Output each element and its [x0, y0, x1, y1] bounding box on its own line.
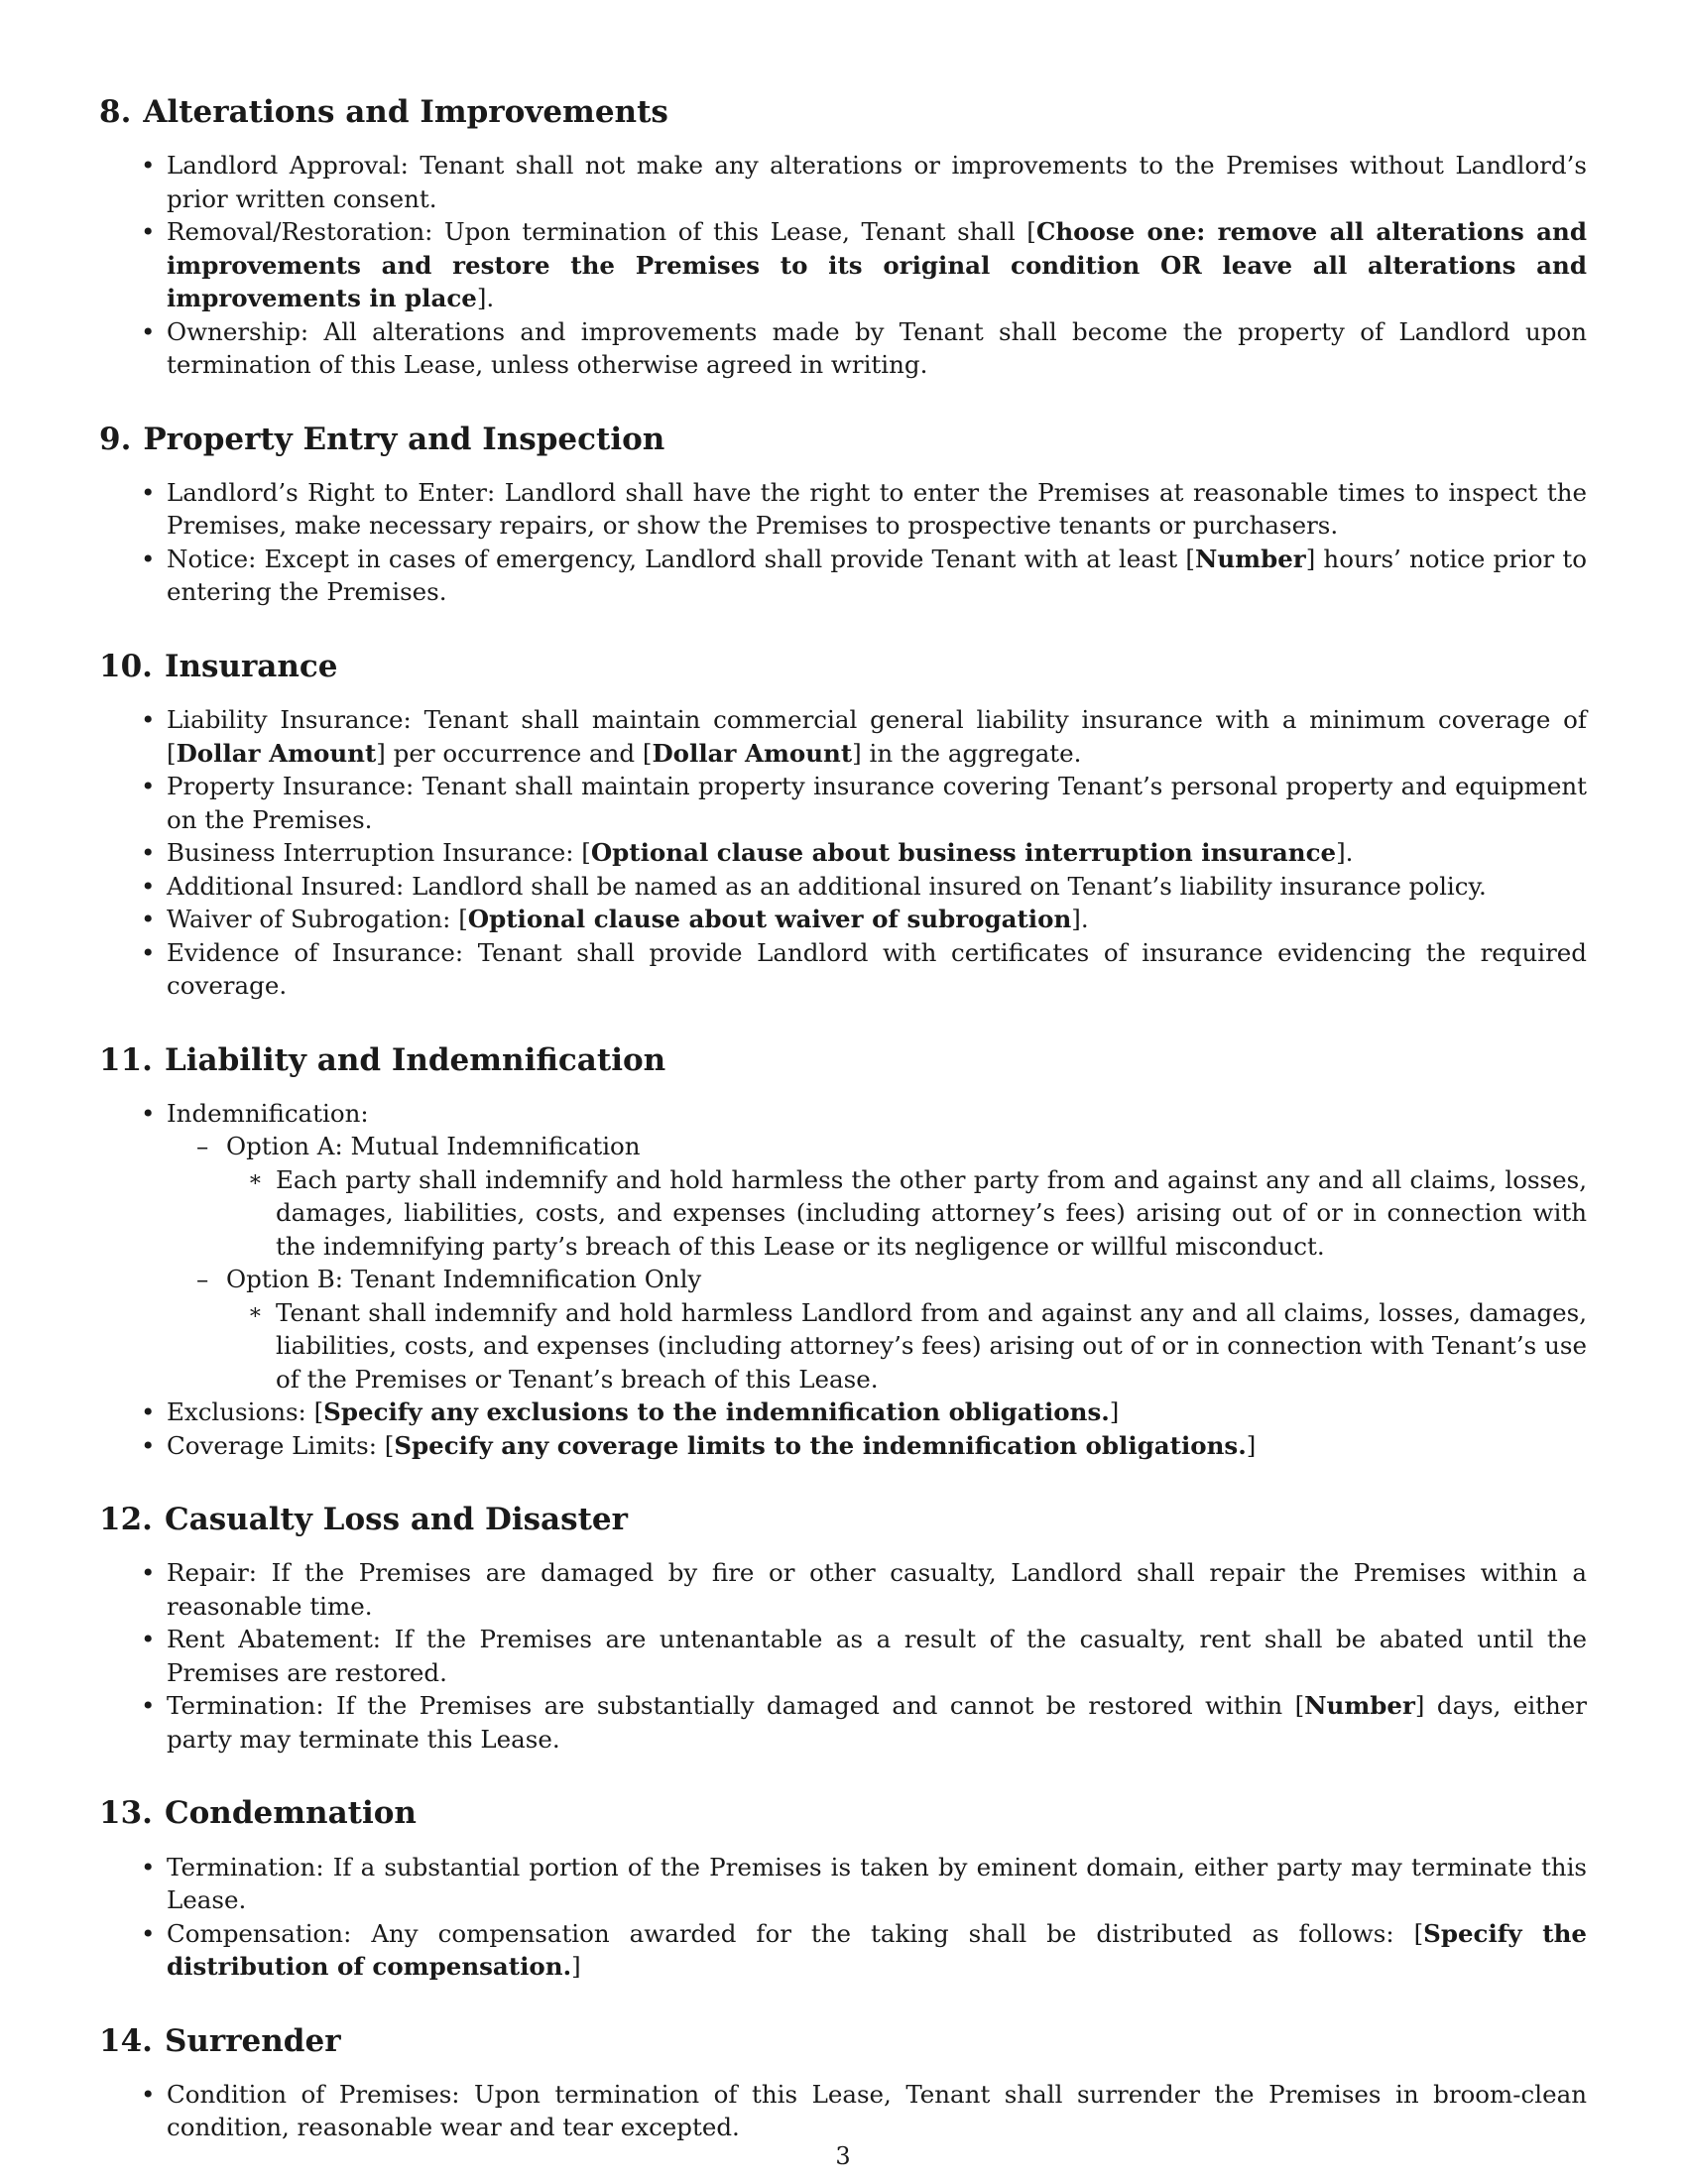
body-text: ].: [1071, 905, 1089, 934]
bullet-list: [99, 1851, 1587, 1984]
body-text: Option A: Mutual Indemnification: [226, 1132, 641, 1161]
sub-list: [167, 1130, 1587, 1395]
body-text: 10.: [99, 648, 153, 684]
section-casualty: [99, 1502, 1587, 1756]
body-text: Option B: Tenant Indemnification Only: [226, 1265, 702, 1294]
section-heading: [99, 422, 1587, 458]
body-text: ].: [1336, 838, 1354, 868]
list-item: [99, 1623, 1587, 1689]
body-text: Evidence of Insurance: Tenant shall provide Landlord with certificates of insurance evidencing the required coverage.: [167, 937, 1587, 1001]
section-condemnation: [99, 1795, 1587, 1983]
section-insurance: [99, 649, 1587, 1003]
body-text: ] hours’ notice prior to entering the Premises.: [167, 544, 1587, 607]
body-text: Business Interruption Insurance: [: [167, 838, 591, 868]
sub-sub-list-item: [226, 1163, 1587, 1264]
list-item: [99, 936, 1587, 1003]
section-heading: [99, 1502, 1587, 1538]
placeholder-text: Number: [1194, 544, 1306, 573]
body-text: Additional Insured: Landlord shall be named as an additional insured on Tenant’s liability insurance policy.: [167, 871, 1487, 901]
body-text: 14.: [99, 2022, 153, 2059]
section-liability: [99, 1042, 1587, 1463]
list-item: [99, 1395, 1587, 1429]
sub-list-item: [167, 1130, 1587, 1263]
body-text: Ownership: All alterations and improvements made by Tenant shall become the property of Landlord upon termination of this Lease, unless otherwise agreed in writing.: [167, 316, 1587, 380]
sub-sub-list: [226, 1296, 1587, 1396]
body-text: 12.: [99, 1502, 153, 1538]
placeholder-text: Specify the distribution of compensation.: [167, 1918, 1587, 1982]
body-text: Liability and Indemnification: [164, 1041, 666, 1078]
placeholder-text: Dollar Amount: [176, 738, 377, 768]
section-heading: [99, 649, 1587, 685]
section-heading: [99, 94, 1587, 131]
body-text: ]: [1246, 1430, 1257, 1460]
placeholder-text: Optional clause about waiver of subrogation: [467, 905, 1072, 934]
placeholder-text: Optional clause about business interruption insurance: [590, 838, 1337, 868]
list-item: [99, 1556, 1587, 1623]
body-text: 8.: [99, 94, 132, 130]
bullet-list: [99, 149, 1587, 382]
list-item: [99, 770, 1587, 836]
bullet-list: [99, 1556, 1587, 1756]
bullet-list: [99, 476, 1587, 609]
body-text: Insurance: [164, 648, 338, 684]
body-text: Compensation: Any compensation awarded for the taking shall be distributed as follows: [: [167, 1918, 1424, 1948]
list-item: [99, 836, 1587, 870]
body-text: Repair: If the Premises are damaged by fire or other casualty, Landlord shall repair the Premises within a reasonable time.: [167, 1558, 1587, 1621]
body-text: ] in the aggregate.: [852, 738, 1082, 768]
sub-sub-list-item: [226, 1296, 1587, 1396]
bullet-list: [99, 2078, 1587, 2144]
body-text: Removal/Restoration: Upon termination of this Lease, Tenant shall [: [167, 217, 1036, 247]
section-heading: [99, 2023, 1587, 2060]
body-text: Rent Abatement: If the Premises are untenantable as a result of the casualty, rent shall be abated until the Premises are restored.: [167, 1625, 1587, 1687]
section-alterations: [99, 94, 1587, 382]
placeholder-text: Specify any coverage limits to the indemnification obligations.: [394, 1430, 1247, 1460]
body-text: Termination: If a substantial portion of the Premises is taken by eminent domain, either party may terminate this Lease.: [167, 1852, 1587, 1915]
body-text: Landlord Approval: Tenant shall not make any alterations or improvements to the Premises without Landlord’s prior written consent.: [167, 151, 1587, 213]
list-item: [99, 1097, 1587, 1396]
body-text: ]: [1109, 1397, 1120, 1427]
list-item: [99, 215, 1587, 315]
body-text: Indemnification:: [167, 1098, 369, 1128]
list-item: [99, 1689, 1587, 1756]
body-text: ].: [476, 284, 495, 313]
list-item: [99, 1917, 1587, 1984]
list-item: [99, 2078, 1587, 2144]
section-entry-inspection: [99, 422, 1587, 609]
list-item: [99, 543, 1587, 609]
page-number: 3: [835, 2142, 851, 2170]
list-item: [99, 315, 1587, 382]
body-text: Termination: If the Premises are substantially damaged and cannot be restored within [: [167, 1691, 1305, 1721]
body-text: Landlord’s Right to Enter: Landlord shall have the right to enter the Premises at reasonable times to inspect the Premises, make necessary repairs, or show the Premises to prospective tenants or purchasers.: [167, 477, 1587, 541]
body-text: Tenant shall indemnify and hold harmless Landlord from and against any and all claims, losses, damages, liabilities, costs, and expenses (including attorney’s fees) arising out of or in connection with Tenant’s use of the Premises or Tenant’s breach of this Lease.: [276, 1297, 1587, 1394]
document-page: [99, 94, 1587, 2184]
section-heading: [99, 1795, 1587, 1832]
body-text: Exclusions: [: [167, 1397, 324, 1427]
list-item: [99, 703, 1587, 770]
bullet-list: [99, 1097, 1587, 1463]
list-item: [99, 476, 1587, 543]
body-text: Condemnation: [164, 1795, 417, 1832]
body-text: Waiver of Subrogation: [: [167, 905, 468, 934]
body-text: Casualty Loss and Disaster: [164, 1502, 628, 1538]
body-text: Each party shall indemnify and hold harmless the other party from and against any and all claims, losses, damages, liabilities, costs, and expenses (including attorney’s fees) arising out of or in connection with the indemnifying party’s breach of this Lease or its negligence or willful misconduct.: [276, 1164, 1587, 1261]
section-heading: [99, 1042, 1587, 1079]
body-text: Liability Insurance: Tenant shall maintain commercial general liability insurance with a minimum coverage of [: [167, 705, 1587, 768]
section-surrender: [99, 2023, 1587, 2144]
placeholder-text: Specify any exclusions to the indemnification obligations.: [323, 1397, 1110, 1427]
body-text: 11.: [99, 1041, 153, 1078]
body-text: ]: [571, 1952, 581, 1982]
body-text: Alterations and Improvements: [143, 94, 668, 130]
body-text: 13.: [99, 1795, 153, 1832]
body-text: ] days, either party may terminate this Lease.: [167, 1691, 1587, 1754]
placeholder-text: Choose one: remove all alterations and improvements and restore the Premises to its original condition OR leave all alterations and improvements in place: [167, 217, 1587, 313]
body-text: ] per occurrence and [: [376, 738, 653, 768]
list-item: [99, 903, 1587, 936]
body-text: Coverage Limits: [: [167, 1430, 395, 1460]
body-text: Property Entry and Inspection: [143, 421, 665, 457]
list-item: [99, 1851, 1587, 1917]
sub-sub-list: [226, 1163, 1587, 1264]
bullet-list: [99, 703, 1587, 1003]
body-text: Surrender: [164, 2022, 341, 2059]
list-item: [99, 1429, 1587, 1463]
body-text: Condition of Premises: Upon termination of this Lease, Tenant shall surrender the Premises in broom-clean condition, reasonable wear and tear excepted.: [167, 2079, 1587, 2142]
body-text: Notice: Except in cases of emergency, Landlord shall provide Tenant with at least [: [167, 544, 1195, 573]
placeholder-text: Dollar Amount: [652, 738, 853, 768]
list-item: [99, 870, 1587, 904]
body-text: Property Insurance: Tenant shall maintain property insurance covering Tenant’s personal property and equipment on the Premises.: [167, 772, 1587, 834]
placeholder-text: Number: [1304, 1691, 1415, 1721]
body-text: 9.: [99, 421, 132, 457]
sub-list-item: [167, 1263, 1587, 1395]
list-item: [99, 149, 1587, 215]
